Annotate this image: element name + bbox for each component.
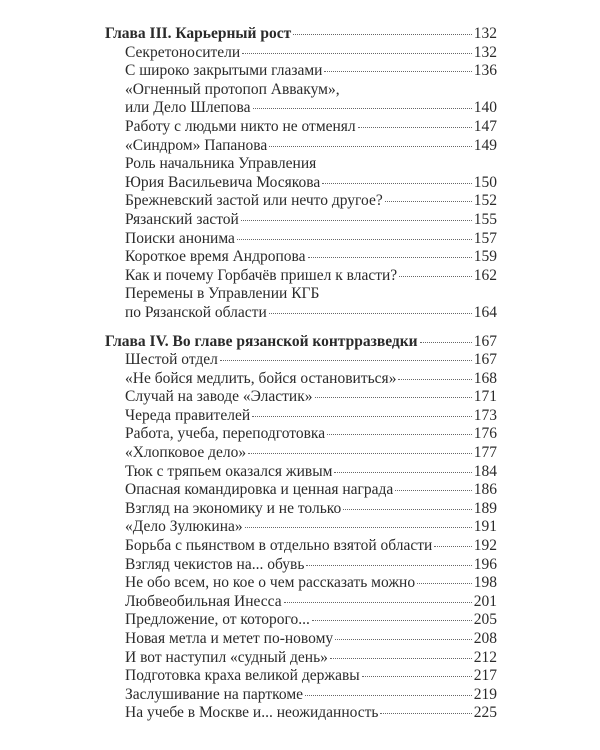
entry-title: Взгляд чекистов на... обувь xyxy=(125,555,305,573)
page-number: 205 xyxy=(473,611,497,629)
toc-entry xyxy=(105,630,497,649)
entry-title: Заслушивание на парткоме xyxy=(125,685,304,703)
entry-title: Шестой отдел xyxy=(125,351,218,369)
toc-entry xyxy=(105,99,497,118)
entry-title: «Не бойся медлить, бойся остановиться» xyxy=(125,369,397,387)
toc-entry xyxy=(105,537,497,556)
toc-entry xyxy=(105,444,497,463)
page-number: 176 xyxy=(473,425,497,443)
toc-entry xyxy=(105,500,497,519)
toc-entry xyxy=(105,667,497,686)
dot-leader xyxy=(420,342,472,343)
entry-title: Подготовка краха великой державы xyxy=(125,667,360,685)
entry-title: Короткое время Андропова xyxy=(125,248,306,266)
dot-leader xyxy=(322,183,472,184)
entry-title: Череда правителей xyxy=(125,406,251,424)
page-number: 191 xyxy=(473,518,497,536)
page-number: 150 xyxy=(473,173,497,191)
page-number: 149 xyxy=(473,136,497,154)
entry-title: Работу с людьми никто не отменял xyxy=(125,117,356,135)
entry-title: Предложение, от которого... xyxy=(125,611,310,629)
dot-leader xyxy=(269,313,472,314)
dot-leader xyxy=(242,53,472,54)
dot-leader xyxy=(385,201,472,202)
entry-title: «Дело Зулюкина» xyxy=(125,518,243,536)
entry-title: Тюк с тряпьем оказался живым xyxy=(125,462,333,480)
toc-entry xyxy=(105,704,497,723)
page-number: 208 xyxy=(473,630,497,647)
dot-leader xyxy=(252,416,472,417)
page-number: 157 xyxy=(473,229,497,247)
toc-entry xyxy=(105,137,497,156)
toc-entry xyxy=(105,574,497,593)
toc-entry xyxy=(105,285,497,304)
page-number: 136 xyxy=(473,62,497,80)
toc-entry xyxy=(105,611,497,630)
entry-title: «Огненный протопоп Аввакум», xyxy=(125,80,340,98)
entry-title: Борьба с пьянством в отдельно взятой области xyxy=(125,537,433,555)
entry-title: Опасная командировка и ценная награда xyxy=(125,481,394,499)
entry-title: Работа, учеба, переподготовка xyxy=(125,425,326,443)
dot-leader xyxy=(245,527,472,528)
page-number: 168 xyxy=(473,369,497,387)
toc-entry xyxy=(105,425,497,444)
dot-leader xyxy=(395,490,471,491)
page-number: 173 xyxy=(473,406,497,424)
toc-entry xyxy=(105,351,497,370)
dot-leader xyxy=(334,472,471,473)
page-number: 140 xyxy=(473,99,497,117)
entry-title: Не обо всем, но кое о чем рассказать можно xyxy=(125,574,416,592)
dot-leader xyxy=(324,71,471,72)
dot-leader xyxy=(284,602,472,603)
entry-title: «Синдром» Папанова xyxy=(125,136,268,154)
page-number: 132 xyxy=(473,25,497,42)
page-number: 201 xyxy=(473,592,497,610)
dot-leader xyxy=(417,583,472,584)
page-number: 159 xyxy=(473,248,497,266)
entry-title: Новая метла и метет по-новому xyxy=(125,630,334,647)
toc-entry xyxy=(105,556,497,575)
toc-entry xyxy=(105,463,497,482)
entry-title: «Хлопковое дело» xyxy=(125,444,247,462)
page-number: 212 xyxy=(473,648,497,666)
entry-title: по Рязанской области xyxy=(125,303,267,321)
dot-leader xyxy=(248,453,472,454)
entry-title: Брежневский застой или нечто другое? xyxy=(125,192,383,210)
toc-entry xyxy=(105,593,497,612)
chapter-title: Глава IV. Во главе рязанской контрразведки xyxy=(105,332,418,350)
entry-title: Как и почему Горбачёв пришел к власти? xyxy=(125,266,398,284)
toc-entry xyxy=(105,686,497,705)
toc-entry xyxy=(105,192,497,211)
dot-leader xyxy=(308,257,472,258)
page-number: 225 xyxy=(473,704,497,722)
entry-title: Роль начальника Управления xyxy=(125,155,317,173)
entry-title: Взгляд на экономику и не только xyxy=(125,499,342,517)
page-number: 155 xyxy=(473,210,497,228)
dot-leader xyxy=(241,220,472,221)
dot-leader xyxy=(305,695,472,696)
dot-leader xyxy=(220,360,472,361)
entry-title: Случай на заводе «Эластик» xyxy=(125,388,313,406)
entry-title: или Дело Шлепова xyxy=(125,99,251,117)
table-of-contents xyxy=(105,25,497,723)
toc-chapter-heading xyxy=(105,25,497,44)
entry-title: Юрия Васильевича Мосякова xyxy=(125,173,321,191)
toc-entry xyxy=(105,304,497,323)
dot-leader xyxy=(269,146,471,147)
toc-entry xyxy=(105,44,497,63)
toc-entry xyxy=(105,118,497,137)
toc-entry xyxy=(105,649,497,668)
entry-title: Поиски анонима xyxy=(125,229,235,247)
dot-leader xyxy=(237,239,472,240)
page-number: 192 xyxy=(473,537,497,555)
entry-title: На учебе в Москве и... неожиданность xyxy=(125,704,379,722)
page-number: 147 xyxy=(473,117,497,135)
toc-entry xyxy=(105,518,497,537)
page-number: 217 xyxy=(473,667,497,685)
dot-leader xyxy=(315,397,472,398)
page-number: 198 xyxy=(473,574,497,592)
dot-leader xyxy=(306,565,471,566)
dot-leader xyxy=(253,108,472,109)
dot-leader xyxy=(398,379,471,380)
page-number: 184 xyxy=(473,462,497,480)
dot-leader xyxy=(293,34,472,35)
entry-title: Любвеобильная Инесса xyxy=(125,592,282,610)
entry-title: С широко закрытыми глазами xyxy=(125,62,323,80)
page-number: 132 xyxy=(473,43,497,61)
toc-entry xyxy=(105,407,497,426)
dot-leader xyxy=(343,509,471,510)
dot-leader xyxy=(380,713,471,714)
toc-entry xyxy=(105,211,497,230)
toc-entry xyxy=(105,155,497,174)
page-number: 177 xyxy=(473,444,497,462)
toc-chapter-heading xyxy=(105,333,497,352)
dot-leader xyxy=(358,127,472,128)
dot-leader xyxy=(434,546,471,547)
dot-leader xyxy=(362,676,472,677)
entry-title: Секретоносители xyxy=(125,43,241,61)
entry-title: И вот наступил «судный день» xyxy=(125,648,328,666)
toc-entry xyxy=(105,230,497,249)
entry-title: Рязанский застой xyxy=(125,210,239,228)
toc-entry xyxy=(105,481,497,500)
page-number: 189 xyxy=(473,499,497,517)
dot-leader xyxy=(330,658,472,659)
toc-entry xyxy=(105,370,497,389)
toc-entry xyxy=(105,81,497,100)
toc-entry xyxy=(105,388,497,407)
page-number: 219 xyxy=(473,685,497,703)
entry-title: Перемены в Управлении КГБ xyxy=(125,285,320,303)
page-number: 167 xyxy=(473,332,497,350)
toc-entry xyxy=(105,174,497,193)
toc-entry xyxy=(105,248,497,267)
toc-entry xyxy=(105,62,497,81)
chapter-title: Глава III. Карьерный рост xyxy=(105,25,292,42)
page-number: 186 xyxy=(473,481,497,499)
dot-leader xyxy=(399,276,472,277)
dot-leader xyxy=(327,434,472,435)
page-number: 164 xyxy=(473,303,497,321)
page-number: 171 xyxy=(473,388,497,406)
page-number: 152 xyxy=(473,192,497,210)
toc-entry xyxy=(105,267,497,286)
page-number: 196 xyxy=(473,555,497,573)
dot-leader xyxy=(335,639,472,640)
page-number: 162 xyxy=(473,266,497,284)
dot-leader xyxy=(312,620,472,621)
page-number: 167 xyxy=(473,351,497,369)
